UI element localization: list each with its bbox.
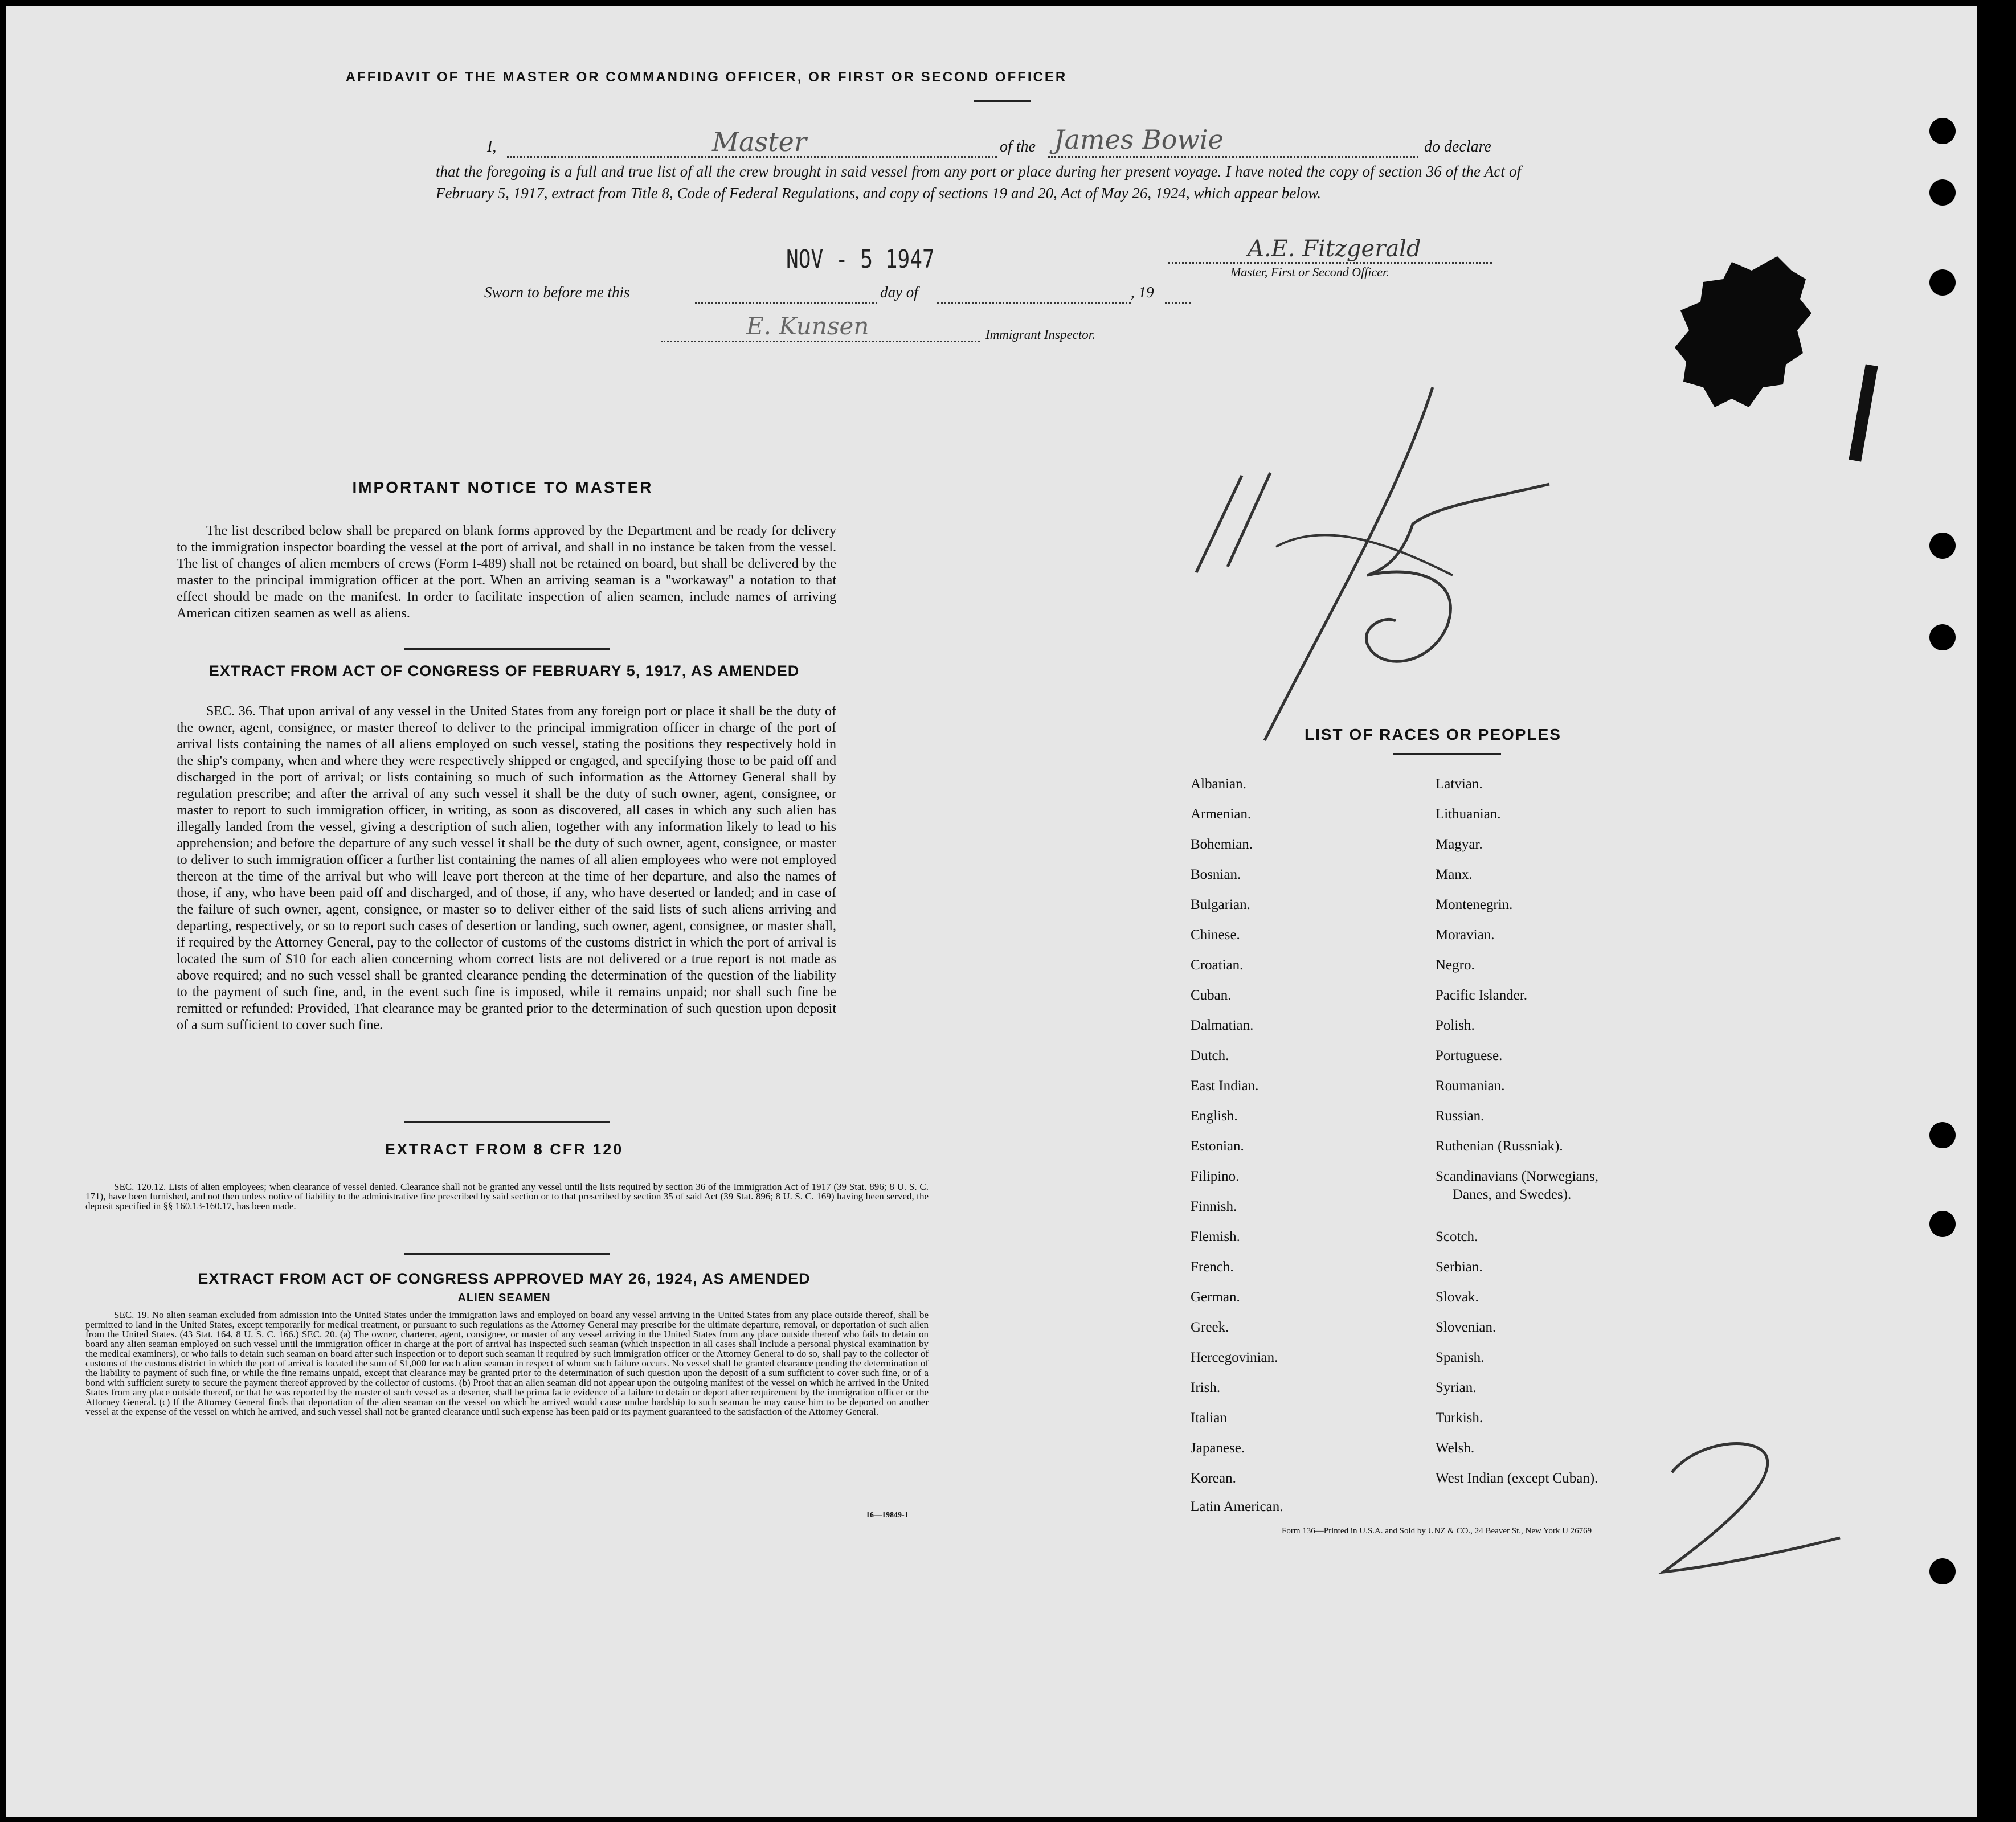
handwritten-number-mark	[1658, 1435, 1846, 1623]
race-item: Manx.	[1436, 867, 1473, 882]
date-stamp: NOV - 5 1947	[786, 245, 935, 274]
notice-body: The list described below shall be prepared on blank forms approved by the Department and be ready for delivery to the immigration inspector boarding the vessel at the port of arrival, and shall in no instance be taken from the vessel. The list of changes of alien members of crews (Form I-489) shall not be retained on board, but shall be delivered by the master to the principal immigration officer at the port. When an arriving seaman is a "workaway" a notation to that effect should be made on the manifest. In order to facilitate inspection of alien seamen, include names of arriving American citizen seamen as well as aliens.	[177, 523, 836, 621]
form-code: 16—19849-1	[866, 1511, 909, 1520]
race-item: Polish.	[1436, 1018, 1475, 1033]
divider	[404, 648, 610, 650]
affidavit-body: that the foregoing is a full and true list of all the crew brought in said vessel from any port or place during her present voyage. I have noted the copy of section 36 of the Act of February 5, 1917, extract from Title 8, Code of Federal Regulations, and copy of sections 19 and 20, Act of May 26, 1924, which appear below.	[436, 163, 1521, 202]
race-item: Scotch.	[1436, 1229, 1478, 1244]
binder-hole	[1929, 1558, 1956, 1584]
extract-1917-body: SEC. 36. That upon arrival of any vessel in the United States from any foreign port or place it shall be the duty of the owner, agent, consignee, or master thereof to deliver to the principal immigration officer in charge of the port of arrival lists containing the names of all aliens employed on such vessel, stating the positions they respectively hold in the ship's company, when and where they were respectively shipped or engaged, and specifying those to be paid off and discharged in the port of arrival; or lists containing so much of such information as the Attorney General shall by regulation prescribe; and after the arrival of any such vessel it shall be the duty of such owner, agent, consignee, or master to report to such immigration officer, in writing, as soon as discovered, all cases in which any such alien has illegally landed from the vessel, giving a description of such alien, together with any information likely to lead to his apprehension; and before the departure of any such vessel it shall be the duty of such owner, agent, consignee, or master to deliver to such immigration officer a further list containing the names of all alien employees who were not employed thereon at the time of the arrival but who will leave port thereon at the time of her departure, and also the names of those, if any, who have been paid off and discharged, and of those, if any, who have deserted or landed; and in case of the failure of such owner, agent, consignee, or master so to deliver either of the said lists of such aliens arriving and departing, respectively, or so to report such cases of desertion or landing, such owner, agent, consignee, or master shall, if required by the Attorney General, pay to the collector of customs of the customs district in which the port of arrival is located the sum of $10 for each alien concerning whom correct lists are not delivered or a true report is not made as above required; and no such vessel shall be granted clearance pending the determination of the question of the liability to the payment of such fine, and, in the event such fine is imposed, while it remains unpaid; nor shall such fine be remitted or refunded: Provided, That clearance may be granted prior to the determination of such question upon deposit of a sum sufficient to cover such fine.	[177, 704, 836, 1033]
race-item: Armenian.	[1191, 806, 1252, 822]
race-item: Korean.	[1191, 1471, 1236, 1486]
affidavit-line1-suffix: do declare	[1424, 138, 1491, 155]
race-item: Finnish.	[1191, 1199, 1237, 1214]
binder-hole	[1929, 269, 1956, 296]
race-item: Slovenian.	[1436, 1320, 1496, 1335]
race-item: Hercegovinian.	[1191, 1350, 1278, 1365]
affidavit-heading: AFFIDAVIT OF THE MASTER OR COMMANDING OFFICER, OR FIRST OR SECOND OFFICER	[345, 69, 1068, 85]
race-item: Pacific Islander.	[1436, 988, 1528, 1003]
race-item: Chinese.	[1191, 927, 1240, 943]
race-item: Moravian.	[1436, 927, 1495, 943]
divider	[974, 100, 1031, 102]
handwritten-fraction-mark	[1179, 376, 1567, 763]
race-item: German.	[1191, 1289, 1240, 1305]
affidavit-line1-mid: of the	[1000, 138, 1036, 155]
race-item: Flemish.	[1191, 1229, 1240, 1244]
race-item: Albanian.	[1191, 776, 1246, 792]
binder-hole	[1929, 1122, 1956, 1148]
race-item: Croatian.	[1191, 957, 1244, 973]
race-item: Bulgarian.	[1191, 897, 1250, 912]
inspector-signature: E. Kunsen	[746, 312, 869, 340]
divider	[404, 1253, 610, 1255]
extract-1924-title: EXTRACT FROM ACT OF CONGRESS APPROVED MAY 26, 1924, AS AMENDED	[198, 1270, 811, 1287]
binder-hole	[1929, 179, 1956, 206]
race-item: Welsh.	[1436, 1440, 1475, 1456]
binder-hole	[1929, 1211, 1956, 1237]
extract-1924-subtitle: ALIEN SEAMEN	[457, 1292, 551, 1304]
race-item: Syrian.	[1436, 1380, 1477, 1395]
race-item: Italian	[1191, 1410, 1227, 1426]
race-item: French.	[1191, 1259, 1234, 1275]
race-item: Cuban.	[1191, 988, 1232, 1003]
race-item: Portuguese.	[1436, 1048, 1503, 1063]
extract-1917-title: EXTRACT FROM ACT OF CONGRESS OF FEBRUARY 5, 1917, AS AMENDED	[208, 662, 800, 679]
inspector-caption: Immigrant Inspector.	[985, 327, 1095, 342]
extract-cfr-title: EXTRACT FROM 8 CFR 120	[385, 1141, 624, 1158]
race-item: Scandinavians (Norwegians,	[1436, 1169, 1599, 1184]
binder-hole	[1929, 624, 1956, 650]
race-item: Filipino.	[1191, 1169, 1240, 1184]
race-item: Greek.	[1191, 1320, 1229, 1335]
race-item: Serbian.	[1436, 1259, 1483, 1275]
race-item: Slovak.	[1436, 1289, 1479, 1305]
handwritten-vessel: James Bowie	[1054, 124, 1224, 155]
race-item: Bosnian.	[1191, 867, 1241, 882]
document-page	[6, 6, 1977, 1817]
affidavit-line1-prefix: I,	[487, 138, 497, 155]
divider	[404, 1121, 610, 1123]
notice-title: IMPORTANT NOTICE TO MASTER	[352, 478, 653, 496]
race-item: Ruthenian (Russniak).	[1436, 1139, 1563, 1154]
sworn-month-blank	[937, 285, 1131, 304]
race-item: West Indian (except Cuban).	[1436, 1471, 1598, 1486]
sworn-day-blank	[695, 285, 877, 304]
extract-cfr-body: SEC. 120.12. Lists of alien employees; when clearance of vessel denied. Clearance shall not be granted any vessel until the lists required by section 36 of the Immigration Act of 1917 (39 Stat. 896; 8 U. S. C. 171), have been furnished, and not then unless notice of liability to the administrative fine prescribed by said section or to that prescribed by section 35 of said Act (39 Stat. 896; 8 U. S. C. 169) having been served, the deposit specified in §§ 160.13-160.17, has been made.	[85, 1181, 929, 1211]
race-item: Estonian.	[1191, 1139, 1244, 1154]
races-title: LIST OF RACES OR PEOPLES	[1305, 726, 1561, 743]
race-item: Turkish.	[1436, 1410, 1483, 1426]
master-signature: A.E. Fitzgerald	[1248, 236, 1421, 262]
ink-mark	[1849, 364, 1878, 461]
year-prefix: , 19	[1131, 284, 1154, 301]
race-item: Latin American.	[1191, 1499, 1283, 1514]
race-item: Dutch.	[1191, 1048, 1229, 1063]
year-blank	[1165, 285, 1191, 304]
race-item: Negro.	[1436, 957, 1475, 973]
race-item: Lithuanian.	[1436, 806, 1501, 822]
race-item: East Indian.	[1191, 1078, 1259, 1094]
race-item: Russian.	[1436, 1108, 1485, 1124]
race-item: Spanish.	[1436, 1350, 1485, 1365]
printer-note: Form 136—Printed in U.S.A. and Sold by UNZ & CO., 24 Beaver St., New York U 26769	[1282, 1526, 1592, 1536]
race-item: English.	[1191, 1108, 1238, 1124]
sworn-text: Sworn to before me this	[484, 284, 630, 301]
race-item: Danes, and Swedes).	[1453, 1187, 1572, 1202]
race-item: Dalmatian.	[1191, 1018, 1254, 1033]
race-item: Roumanian.	[1436, 1078, 1505, 1094]
day-of-text: day of	[880, 284, 918, 301]
race-item: Magyar.	[1436, 837, 1483, 852]
race-item: Latvian.	[1436, 776, 1483, 792]
race-item: Montenegrin.	[1436, 897, 1513, 912]
race-item: Japanese.	[1191, 1440, 1245, 1456]
binder-hole	[1929, 118, 1956, 144]
seal-blot	[1669, 245, 1817, 416]
extract-1924-body: SEC. 19. No alien seaman excluded from admission into the United States under the immigration laws and employed on board any vessel arriving in the United States from any place outside thereof, shall be permitted to land in the United States, except temporarily for medical treatment, or pursuant to such regulations as the Attorney General may prescribe for the ultimate departure, removal, or deportation of such alien from the United States. (43 Stat. 164, 8 U. S. C. 166.) SEC. 20. (a) The owner, charterer, agent, consignee, or master of any vessel arriving in the United States from any place outside thereof who fails to detain on board any alien seaman employed on such vessel until the immigration officer in charge at the port of arrival has inspected such seaman (which inspection in all cases shall include a personal physical examination by the medical examiners), or who fails to detain such seaman on board after such inspection or to deport such seaman if required by such immigration officer or the Attorney General to do so, shall pay to the collector of customs of the customs district in which the port of arrival is located the sum of $1,000 for each alien seaman in respect of whom such failure occurs. No vessel shall be granted clearance pending the determination of the liability to payment of such fine, or while the fine remains unpaid, except that clearance may be granted prior to the determination of such question upon the deposit of a sum sufficient to cover such fine, or of a bond with sufficient surety to secure the payment thereof approved by the collector of customs. (b) Proof that an alien seaman did not appear upon the outgoing manifest of the vessel on which he arrived in the United States from any place outside thereof, or that he was reported by the master of such vessel as a deserter, shall be prima facie evidence of a failure to detain or deport after requirement by the immigration officer or the Attorney General. (c) If the Attorney General finds that deportation of the alien seaman on the vessel on which he arrived would cause undue hardship to such seaman he may cause him to be deported on another vessel at the expense of the vessel on which he arrived, and such vessel shall not be granted clearance until such expense has been paid or its payment guaranteed to the satisfaction of the Attorney General.	[85, 1309, 929, 1417]
race-item: Irish.	[1191, 1380, 1221, 1395]
signature-caption: Master, First or Second Officer.	[1230, 265, 1389, 279]
handwritten-name: Master	[712, 126, 807, 157]
binder-hole	[1929, 533, 1956, 559]
race-item: Bohemian.	[1191, 837, 1253, 852]
